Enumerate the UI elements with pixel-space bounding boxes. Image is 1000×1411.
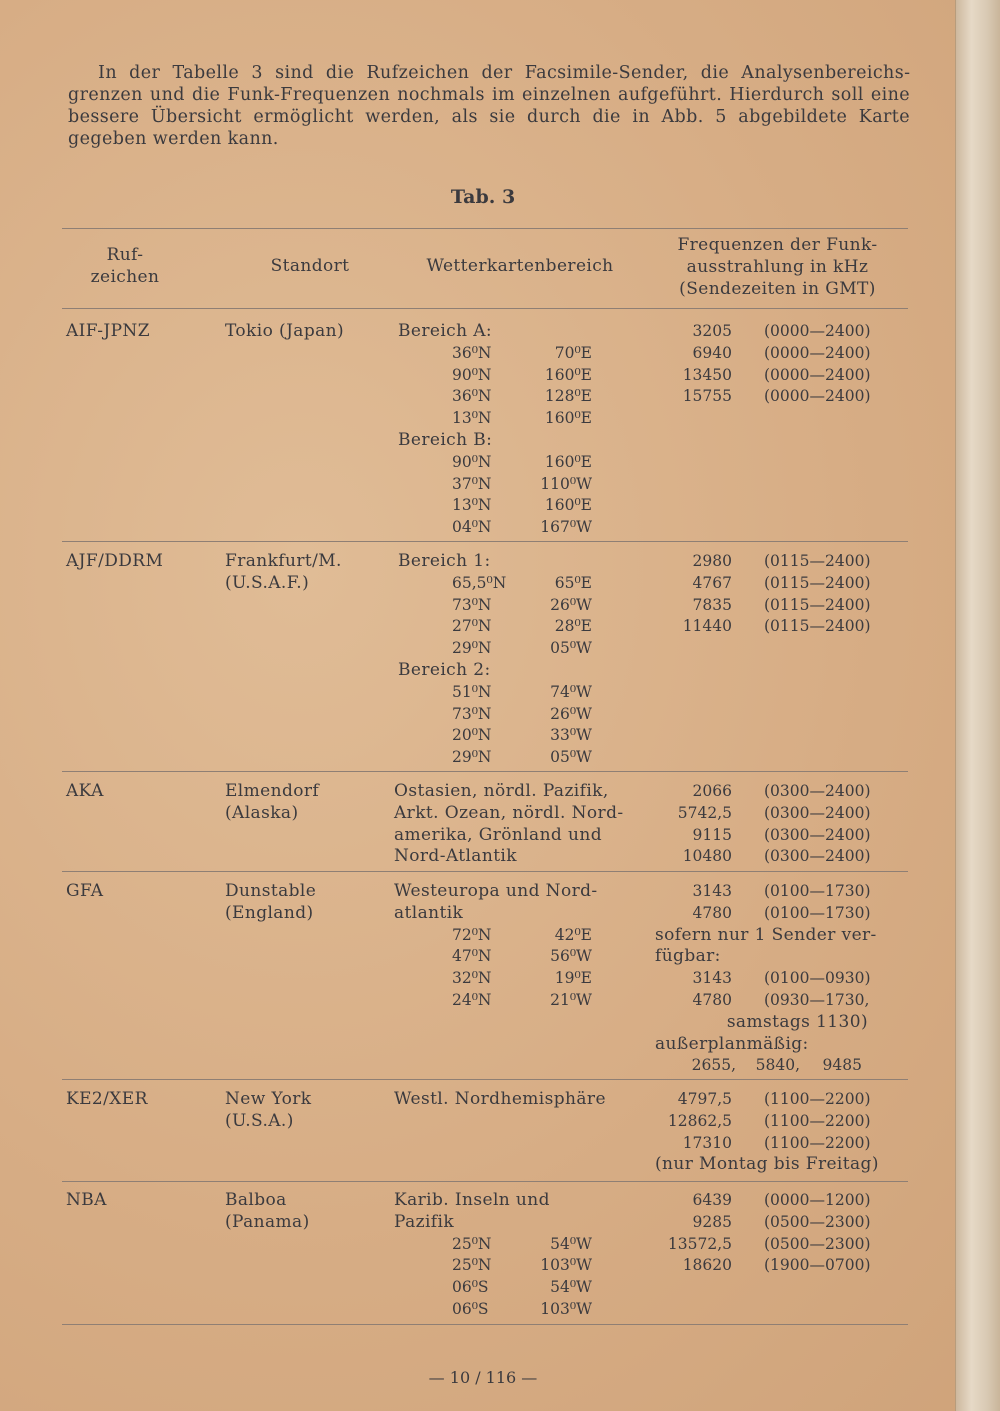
coordinate-latitude: 29⁰N <box>452 639 492 658</box>
header-wetterkartenbereich: Wetterkartenbereich <box>426 256 614 276</box>
location-line: (U.S.A.F.) <box>225 572 310 593</box>
coordinate-latitude: 36⁰N <box>452 343 492 362</box>
location-line: (Alaska) <box>225 802 299 823</box>
broadcast-times: (0000—2400) <box>764 343 871 362</box>
coordinate-longitude: 160⁰E <box>544 365 592 384</box>
coordinate-longitude: 160⁰E <box>544 496 592 515</box>
frequency-khz: 7835 <box>692 595 732 614</box>
header-standort: Standort <box>270 256 350 276</box>
frequency-khz: 2066 <box>692 782 732 800</box>
broadcast-times: (0000—2400) <box>764 365 871 384</box>
broadcast-times: (0300—2400) <box>764 782 871 800</box>
broadcast-times: (0930—1730, <box>764 991 870 1009</box>
frequency-khz: 6940 <box>692 343 732 362</box>
coordinate-latitude: 90⁰N <box>452 365 492 384</box>
area-description-line: amerika, Grönland und <box>394 824 603 845</box>
header-rufzeichen <box>70 244 180 288</box>
call-sign: GFA <box>66 881 104 901</box>
coordinate-latitude: 65,5⁰N <box>452 573 507 592</box>
area-description-line: Karib. Inseln und <box>394 1190 550 1210</box>
coordinate-longitude: 103⁰W <box>540 1256 592 1275</box>
coordinate-longitude: 103⁰W <box>540 1300 592 1318</box>
broadcast-times: (0000—1200) <box>764 1191 871 1209</box>
broadcast-times: (0100—0930) <box>764 969 871 988</box>
broadcast-times: (0300—2400) <box>764 825 871 844</box>
location-line: (U.S.A.) <box>225 1110 294 1131</box>
broadcast-times: (1100—2200) <box>764 1111 871 1130</box>
table-title: Tab. 3 <box>450 186 516 208</box>
coordinate-longitude: 21⁰W <box>550 991 592 1009</box>
coordinate-latitude: 32⁰N <box>452 969 492 988</box>
extra-frequency: 5840, <box>755 1056 800 1075</box>
header-frequenzen <box>655 234 900 300</box>
header-bottom-rule <box>62 308 908 309</box>
coordinate-longitude: 19⁰E <box>554 969 592 988</box>
coordinate-longitude: 33⁰W <box>550 726 592 745</box>
schedule-note: (nur Montag bis Freitag) <box>655 1154 879 1175</box>
coordinate-latitude: 51⁰N <box>452 682 492 701</box>
location-line: New York <box>225 1089 312 1109</box>
table-top-rule <box>62 228 908 229</box>
area-description-line: Ostasien, nördl. Pazifik, <box>394 781 609 801</box>
row-separator <box>62 541 908 542</box>
frequency-khz: 10480 <box>682 847 732 866</box>
location-line: (England) <box>225 902 314 923</box>
coordinate-latitude: 13⁰N <box>452 409 492 428</box>
book-spine-edge <box>955 0 1000 1411</box>
location-line: (Panama) <box>225 1211 310 1232</box>
broadcast-times: (0500—2300) <box>764 1234 871 1253</box>
frequency-note-line: samstags 1130) <box>726 1011 868 1032</box>
coordinate-latitude: 24⁰N <box>452 991 492 1009</box>
coordinate-longitude: 74⁰W <box>550 682 592 701</box>
broadcast-times: (0100—1730) <box>764 882 871 900</box>
frequency-khz: 2980 <box>692 552 732 570</box>
header-frequenzen-line: ausstrahlung in kHz <box>686 257 869 277</box>
coordinate-latitude: 72⁰N <box>452 925 492 944</box>
coordinate-longitude: 26⁰W <box>550 704 592 723</box>
frequency-khz: 13450 <box>682 365 732 384</box>
call-sign: AJF/DDRM <box>66 551 164 571</box>
broadcast-times: (0000—2400) <box>764 322 871 340</box>
header-rufzeichen-line: zeichen <box>90 267 160 287</box>
intro-paragraph: In der Tabelle 3 sind die Rufzeichen der Facsimile-Sender, die Analysenbereichsgrenzen und die Funk-Frequenzen nochmals im einzelnen aufgeführt. Hierdurch soll eine bessere Übersicht ermöglicht werden, als sie durch die in Abb. 5 abgebildete Karte gegeben werden kann. <box>68 63 910 149</box>
frequency-khz: 6439 <box>692 1191 732 1209</box>
frequency-khz: 18620 <box>682 1256 732 1275</box>
coordinate-latitude: 47⁰N <box>452 947 492 966</box>
coordinate-longitude: 26⁰W <box>550 595 592 614</box>
call-sign: AIF-JPNZ <box>66 321 150 341</box>
frequency-khz: 3205 <box>692 322 732 340</box>
broadcast-times: (0115—2400) <box>764 552 871 570</box>
coordinate-latitude: 25⁰N <box>452 1234 492 1253</box>
row-separator <box>62 771 908 772</box>
frequency-khz: 3143 <box>692 882 732 900</box>
location-line: Dunstable <box>225 881 317 901</box>
coordinate-latitude: 36⁰N <box>452 387 492 406</box>
coordinate-longitude: 70⁰E <box>554 343 592 362</box>
broadcast-times: (0115—2400) <box>764 573 871 592</box>
coordinate-longitude: 56⁰W <box>550 947 592 966</box>
coordinate-latitude: 29⁰N <box>452 748 492 767</box>
area-description-line: Westeuropa und Nord- <box>394 881 598 901</box>
extra-frequency: 2655, <box>691 1056 736 1075</box>
row-separator <box>62 1181 908 1182</box>
page-number: — 10 / 116 — <box>428 1368 538 1387</box>
coordinate-longitude: 54⁰W <box>550 1278 592 1297</box>
frequency-note-line: sofern nur 1 Sender ver- <box>655 924 877 945</box>
frequency-khz: 12862,5 <box>667 1111 732 1130</box>
coordinate-latitude: 13⁰N <box>452 496 492 515</box>
area-description-line: Westl. Nordhemisphäre <box>394 1089 606 1109</box>
broadcast-times: (0300—2400) <box>764 803 871 822</box>
broadcast-times: (0500—2300) <box>764 1212 871 1231</box>
coordinate-longitude: 42⁰E <box>554 925 592 944</box>
header-rufzeichen-line: Ruf- <box>106 245 144 265</box>
coordinate-latitude: 73⁰N <box>452 595 492 614</box>
coordinate-longitude: 05⁰W <box>550 748 592 767</box>
frequency-note-line: außerplanmäßig: <box>655 1033 809 1054</box>
frequency-khz: 9115 <box>692 825 732 844</box>
call-sign: NBA <box>66 1190 107 1210</box>
row-separator <box>62 1079 908 1080</box>
row-separator <box>62 1324 908 1325</box>
row-separator <box>62 871 908 872</box>
coordinate-latitude: 90⁰N <box>452 452 492 471</box>
coordinate-latitude: 37⁰N <box>452 474 492 493</box>
coordinate-latitude: 06⁰S <box>452 1278 489 1297</box>
call-sign: AKA <box>66 781 104 801</box>
coordinate-latitude: 27⁰N <box>452 617 492 636</box>
frequency-khz: 4797,5 <box>677 1090 732 1108</box>
area-label: Bereich B: <box>398 430 493 450</box>
area-description-line: Nord-Atlantik <box>394 846 517 867</box>
frequency-khz: 4780 <box>692 991 732 1009</box>
coordinate-latitude: 06⁰S <box>452 1300 489 1318</box>
extra-frequency: 9485 <box>822 1056 862 1075</box>
coordinate-latitude: 25⁰N <box>452 1256 492 1275</box>
frequency-khz: 5742,5 <box>677 803 732 822</box>
call-sign: KE2/XER <box>66 1089 148 1109</box>
broadcast-times: (0300—2400) <box>764 847 871 866</box>
coordinate-longitude: 65⁰E <box>554 573 592 592</box>
coordinate-longitude: 160⁰E <box>544 409 592 428</box>
frequency-note-line: fügbar: <box>655 946 721 967</box>
frequency-khz: 17310 <box>682 1133 732 1152</box>
area-description-line: Pazifik <box>394 1211 455 1232</box>
frequency-khz: 15755 <box>682 387 732 406</box>
area-description-line: Arkt. Ozean, nördl. Nord- <box>394 802 624 823</box>
location-line: Tokio (Japan) <box>225 321 345 341</box>
coordinate-longitude: 54⁰W <box>550 1234 592 1253</box>
area-label: Bereich 1: <box>398 551 491 571</box>
coordinate-longitude: 167⁰W <box>540 518 592 537</box>
broadcast-times: (0115—2400) <box>764 595 871 614</box>
coordinate-longitude: 160⁰E <box>544 452 592 471</box>
area-label: Bereich A: <box>398 321 493 341</box>
location-line: Elmendorf <box>225 781 320 801</box>
coordinate-longitude: 28⁰E <box>554 617 592 636</box>
coordinate-latitude: 20⁰N <box>452 726 492 745</box>
area-description-line: atlantik <box>394 902 464 923</box>
broadcast-times: (1900—0700) <box>764 1256 871 1275</box>
header-frequenzen-line: Frequenzen der Funk- <box>677 235 878 255</box>
broadcast-times: (0115—2400) <box>764 617 871 636</box>
area-label: Bereich 2: <box>398 660 491 680</box>
coordinate-latitude: 73⁰N <box>452 704 492 723</box>
coordinate-longitude: 05⁰W <box>550 639 592 658</box>
frequency-khz: 11440 <box>682 617 732 636</box>
location-line: Frankfurt/M. <box>225 551 342 571</box>
frequency-khz: 4780 <box>692 903 732 922</box>
broadcast-times: (1100—2200) <box>764 1133 871 1152</box>
broadcast-times: (1100—2200) <box>764 1090 871 1108</box>
header-frequenzen-line: (Sendezeiten in GMT) <box>679 279 876 299</box>
frequency-khz: 13572,5 <box>667 1234 732 1253</box>
coordinate-longitude: 110⁰W <box>540 474 592 493</box>
frequency-khz: 9285 <box>692 1212 732 1231</box>
frequency-khz: 3143 <box>692 969 732 988</box>
broadcast-times: (0100—1730) <box>764 903 871 922</box>
frequency-khz: 4767 <box>692 573 732 592</box>
coordinate-longitude: 128⁰E <box>544 387 592 406</box>
location-line: Balboa <box>225 1190 287 1210</box>
coordinate-latitude: 04⁰N <box>452 518 492 537</box>
broadcast-times: (0000—2400) <box>764 387 871 406</box>
